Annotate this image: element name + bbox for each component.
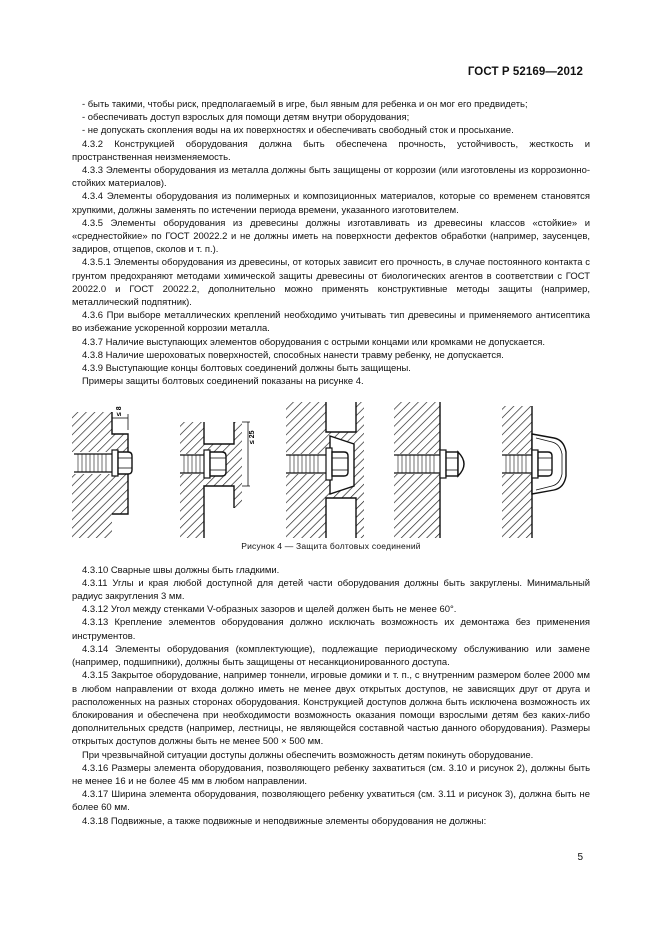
bolt-variant-cap-in-recess — [286, 402, 364, 538]
paragraph: 4.3.17 Ширина элемента оборудования, позволяющего ребенку ухватиться (см. 3.11 и рисунок 3), должна быть не более 60 мм. — [72, 789, 590, 814]
paragraph: 4.3.7 Наличие выступающих элементов оборудования с острыми концами или кромками не допускается. — [82, 336, 545, 348]
paragraph: 4.3.2 Конструкцией оборудования должна быть обеспечена прочность, устойчивость, жесткость и пространственная неизменяемость. — [72, 138, 590, 163]
paragraph: 4.3.16 Размеры элемента оборудования, позволяющего ребенку захватиться (см. 3.10 и рисунок 2), должны быть не менее 16 и не более 45 мм в любом направлении. — [72, 762, 590, 787]
paragraph: 4.3.8 Наличие шероховатых поверхностей, способных нанести травму ребенку, не допускается. — [82, 349, 504, 361]
paragraph: 4.3.10 Сварные швы должны быть гладкими. — [82, 564, 280, 576]
dim-label-max-25: ≤ 25 — [249, 430, 256, 445]
paragraph: - не допускать скопления воды на их поверхностях и обеспечивать свободный сток и просыхание. — [82, 125, 514, 137]
paragraph: 4.3.3 Элементы оборудования из металла должны быть защищены от коррозии (или изготовлены из коррозионно-стойких материалов). — [72, 165, 590, 190]
paragraph: 4.3.13 Крепление элементов оборудования должно исключать возможность их демонтажа без применения инструментов. — [72, 617, 590, 642]
page-number: 5 — [577, 852, 583, 863]
paragraph: 4.3.4 Элементы оборудования из полимерных и композиционных материалов, которые со временем становятся хрупкими, должны заменять по истечении периода времени, указанного изготовителем. — [72, 191, 590, 216]
bolt-protection-drawing — [72, 392, 590, 538]
paragraph: 4.3.5.1 Элементы оборудования из древесины, от которых зависит его прочность, в случае постоянного контакта с грунтом предохраняют методами химической защиты древесины от биологических агентов в соответствии с ГОСТ 20022.0 и ГОСТ 20022.2, дополнительно можно применять конструктивные методы защиты (например, металлический подпятник). — [72, 257, 590, 309]
bolt-variant-protective-cap — [502, 406, 566, 538]
document-header: ГОСТ Р 52169—2012 — [467, 66, 583, 78]
paragraph: 4.3.5 Элементы оборудования из древесины должны изготавливать из древесины классов «стойкие» и «среднестойкие» по ГОСТ 20022.2 и не должны иметь на поверхности дефектов обработки (например, заусенцев, задиров, отщепов, сколов и т. п.). — [72, 217, 590, 256]
bolt-variant-recessed — [72, 407, 132, 539]
bolt-variant-open-recess — [180, 422, 256, 538]
figure-bolt-protection — [72, 392, 590, 538]
paragraph: 4.3.6 При выборе металлических креплений необходимо учитывать тип древесины и применяемого антисептика во избежание ускоренной коррозии металла. — [72, 310, 590, 335]
figure-caption: Рисунок 4 — Защита болтовых соединений — [241, 541, 421, 552]
paragraph: - быть такими, чтобы риск, предполагаемый в игре, был явным для ребенка и он мог его предвидеть; — [82, 99, 528, 110]
paragraph: 4.3.12 Угол между стенками V-образных зазоров и щелей должен быть не менее 60°. — [82, 604, 457, 616]
paragraph: - обеспечивать доступ взрослых для помощи детям внутри оборудования; — [82, 112, 410, 124]
paragraph: 4.3.15 Закрытое оборудование, например тоннели, игровые домики и т. п., с внутренним размером более 2000 мм в любом направлении от входа должно иметь не менее двух открытых доступов, не зависящих друг от друга и расположенных на разных сторонах оборудования. Конструкцией доступов должна быть исключена возможность их блокирования и обеспечена при необходимости возможность оказания помощи взрослыми детям без каких-либо дополнительных средств (например, лестницы, не являющейся составной частью данного оборудования). Размеры открытых доступов должны быть не менее 500 × 500 мм. — [72, 670, 590, 748]
paragraph: При чрезвычайной ситуации доступы должны обеспечить возможность детям покинуть оборудование. — [82, 749, 534, 761]
paragraph: 4.3.14 Элементы оборудования (комплектующие), подлежащие периодическому обслуживанию или замене (например, подшипники), должны быть защищены от несанкционированного доступа. — [72, 643, 590, 669]
paragraph: 4.3.18 Подвижные, а также подвижные и неподвижные элементы оборудования не должны: — [82, 815, 487, 827]
bolt-variant-acorn-nut — [394, 402, 464, 538]
dim-label-max-8: ≤ 8 — [116, 406, 123, 417]
paragraph: 4.3.11 Углы и края любой доступной для детей части оборудования должны быть закруглены. Минимальный радиус закругления 3 мм. — [72, 577, 590, 603]
paragraph: 4.3.9 Выступающие концы болтовых соединений должны быть защищены. — [82, 363, 411, 375]
page-content — [72, 98, 590, 828]
paragraph: Примеры защиты болтовых соединений показаны на рисунке 4. — [82, 376, 364, 388]
